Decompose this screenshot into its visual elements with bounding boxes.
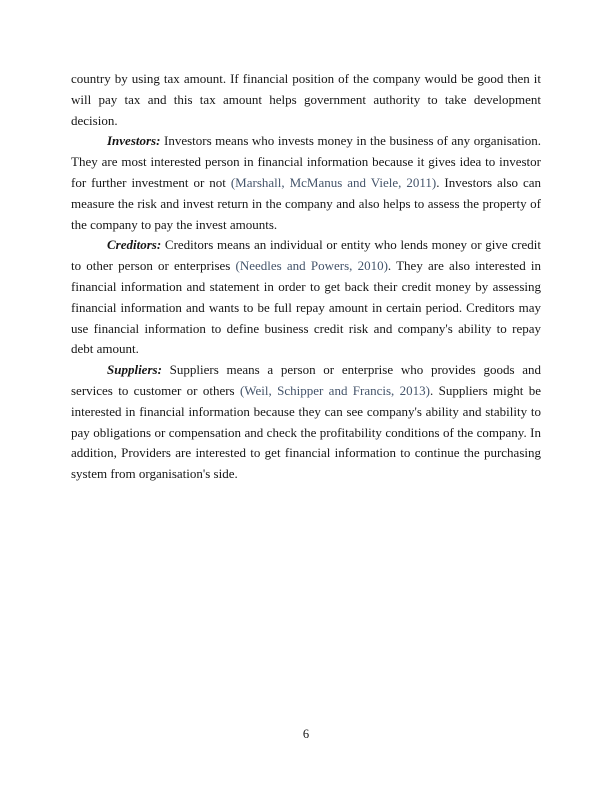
citation-text: (Weil, Schipper and Francis, 2013) — [239, 382, 430, 398]
paragraph — [71, 69, 541, 131]
body-text: Creditors means an individual or entity who lends money or give credit to other person or enterprises — [71, 237, 541, 274]
body-text: Suppliers means a person or enterprise who provides goods and services to customer or others — [71, 362, 541, 398]
paragraph — [71, 360, 541, 485]
body-text: . Suppliers might be interested in financial information because they can see company's ability and stability to pay obligations or compensation and check the profitability conditions of the company. In addition, Providers are interested to get financial information to continue the purchasing system from organisation's side. — [71, 382, 542, 482]
page-number: 6 — [302, 727, 310, 741]
body-text: country by using tax amount. If financial position of the company would be good then it will pay tax and this tax amount helps government authority to take development decision. — [71, 71, 541, 128]
body-text: Investors means who invests money in the business of any organisation. They are most interested person in financial information because it gives idea to investor for further investment or not — [71, 133, 541, 190]
paragraph-lead: Creditors: — [107, 237, 165, 253]
citation-text: (Needles and Powers, 2010) — [235, 258, 388, 274]
body-text: . They are also interested in financial information and statement in order to get back their credit money by assessing financial information and wants to be full repay amount in certain period. Creditors may use financial information to define business credit risk and company's ability to repay debt amount. — [71, 258, 541, 357]
paragraph-lead: Suppliers: — [107, 362, 170, 378]
paragraph — [71, 235, 541, 360]
citation-text: (Marshall, McManus and Viele, 2011) — [230, 174, 437, 190]
page-content — [71, 69, 541, 485]
paragraph-lead: Investors: — [107, 133, 164, 149]
paragraph — [71, 131, 541, 235]
body-text: . Investors also can measure the risk and invest return in the company and also helps to assess the property of the company to pay the invest amounts. — [71, 174, 542, 232]
